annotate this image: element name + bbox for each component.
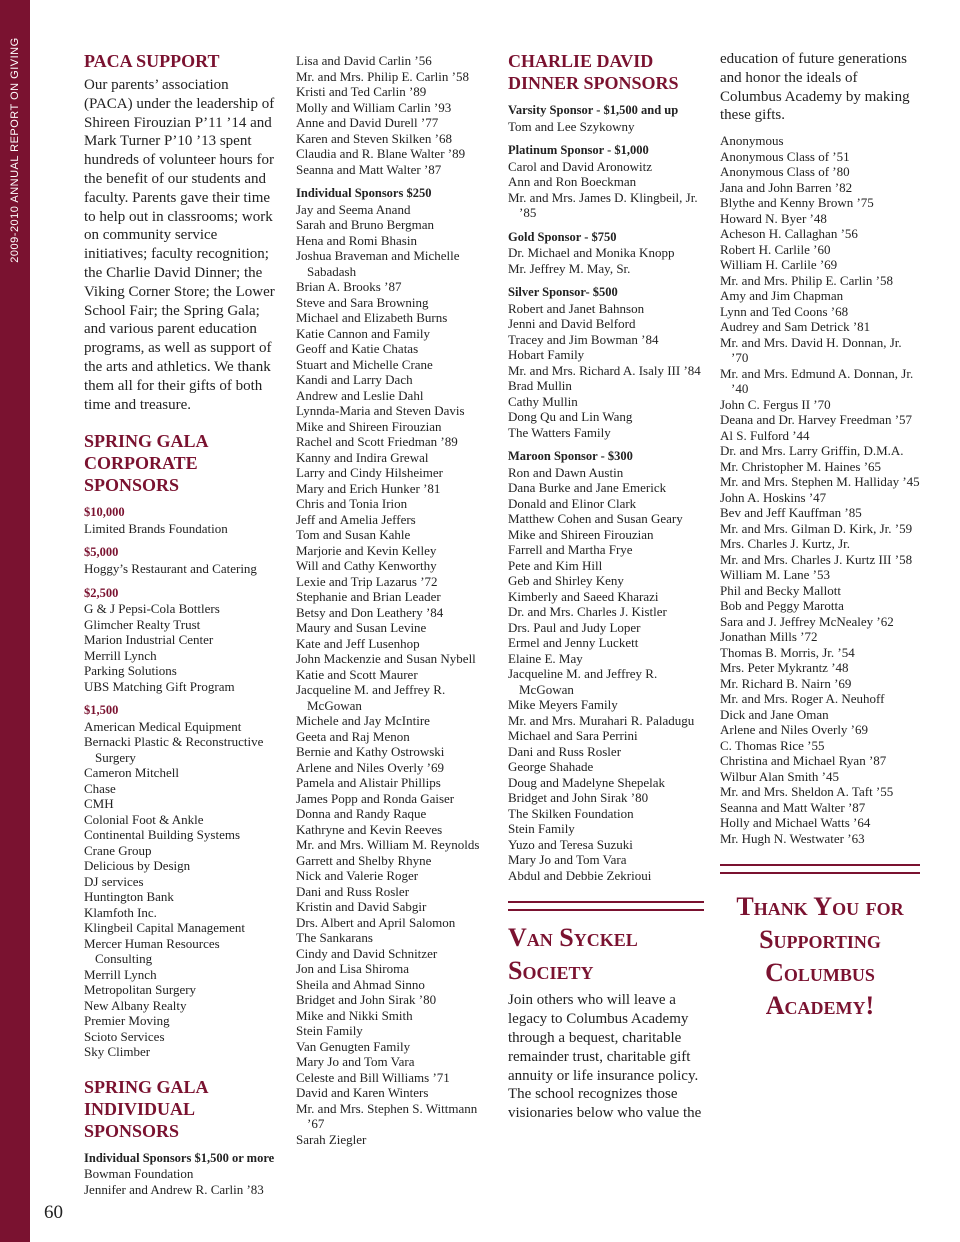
level-heading: Platinum Sponsor - $1,000 xyxy=(508,143,649,158)
name-entry: Klamfoth Inc. xyxy=(84,904,157,920)
name-entry: Sarah and Bruno Bergman xyxy=(296,217,435,233)
name-entry: G & J Pepsi-Cola Bottlers xyxy=(84,601,220,617)
name-entry: Hoggy’s Restaurant and Catering xyxy=(84,561,257,577)
name-entry: Scioto Services xyxy=(84,1028,165,1044)
individual-title: SPRING GALA INDIVIDUAL SPONSORS xyxy=(84,1076,208,1141)
name-entry: Merrill Lynch xyxy=(84,966,157,982)
name-entry: Carol and David Aronowitz xyxy=(508,158,653,174)
corporate-sponsor-list xyxy=(84,505,280,1059)
name-entry: Holly and Michael Watts ’64 xyxy=(720,815,871,831)
name-entry: William M. Lane ’53 xyxy=(720,567,830,583)
name-entry: Bernacki Plastic & Reconstructive Surgery xyxy=(84,734,264,765)
name-entry: Phil and Becky Mallott xyxy=(720,582,841,598)
name-entry: Robert and Janet Bahnson xyxy=(508,300,645,316)
page-number: 60 xyxy=(44,1202,63,1223)
name-entry: Arlene and Niles Overly ’69 xyxy=(296,759,445,775)
name-entry: Steve and Sara Browning xyxy=(296,294,429,310)
name-entry: Farrell and Martha Frye xyxy=(508,542,633,558)
name-entry: Audrey and Sam Detrick ’81 xyxy=(720,319,871,335)
name-entry: Geoff and Katie Chatas xyxy=(296,341,419,357)
name-entry: Chase xyxy=(84,780,116,796)
name-entry: Matthew Cohen and Susan Geary xyxy=(508,511,683,527)
vansyckel-list xyxy=(720,133,920,846)
column-3 xyxy=(508,50,704,1123)
thank-you-message: Thank You for Supporting Columbus Academy! xyxy=(736,892,904,1021)
name-entry: Rachel and Scott Friedman ’89 xyxy=(296,434,458,450)
name-entry: Klingbeil Capital Management xyxy=(84,920,246,936)
charlie-title: CHARLIE DAVID DINNER SPONSORS xyxy=(508,51,679,93)
name-entry: Glimcher Realty Trust xyxy=(84,616,201,632)
name-entry: Lexie and Trip Lazarus ’72 xyxy=(296,573,438,589)
column-4 xyxy=(720,50,920,1022)
name-entry: New Albany Realty xyxy=(84,997,187,1013)
name-entry: Parking Solutions xyxy=(84,663,177,679)
name-entry: Hena and Romi Bhasin xyxy=(296,232,417,248)
name-entry: Michael and Elizabeth Burns xyxy=(296,310,448,326)
name-entry: Ermel and Jenny Luckett xyxy=(508,635,639,651)
name-entry: John A. Hoskins ’47 xyxy=(720,489,827,505)
individual-1500-list-continued xyxy=(296,53,491,177)
name-entry: Abdul and Debbie Zekrioui xyxy=(508,867,652,883)
name-entry: Wilbur Alan Smith ’45 xyxy=(720,768,839,784)
name-entry: Cameron Mitchell xyxy=(84,765,179,781)
name-entry: Limited Brands Foundation xyxy=(84,520,228,536)
name-entry: Karen and Steven Skilken ’68 xyxy=(296,130,452,146)
name-entry: Mr. and Mrs. David H. Donnan, Jr. ’70 xyxy=(720,334,902,366)
name-entry: James Popp and Ronda Gaiser xyxy=(296,790,455,806)
name-entry: Maury and Susan Levine xyxy=(296,620,427,636)
name-entry: Michael and Sara Perrini xyxy=(508,728,638,744)
name-entry: Bev and Jeff Kauffman ’85 xyxy=(720,505,862,521)
name-entry: Bridget and John Sirak ’80 xyxy=(508,790,649,806)
name-entry: Cathy Mullin xyxy=(508,393,578,409)
name-entry: Dani and Russ Rosler xyxy=(296,883,410,899)
name-entry: Mr. and Mrs. Charles J. Kurtz III ’58 xyxy=(720,551,913,567)
name-entry: Kristi and Ted Carlin ’89 xyxy=(296,84,427,99)
name-entry: Mr. and Mrs. Richard A. Isaly III ’84 xyxy=(508,362,701,378)
individual-1500-heading: Individual Sponsors $1,500 or more xyxy=(84,1150,275,1165)
name-entry: Jennifer and Andrew R. Carlin ’83 xyxy=(84,1181,264,1197)
name-entry: Molly and William Carlin ’93 xyxy=(296,99,452,115)
name-entry: Dr. Michael and Monika Knopp xyxy=(508,245,675,261)
name-entry: Sara and J. Jeffrey McNealey ’62 xyxy=(720,613,894,629)
name-entry: Jeff and Amelia Jeffers xyxy=(296,511,416,527)
name-entry: Lynn and Ted Coons ’68 xyxy=(720,303,849,319)
name-entry: Mr. and Mrs. Gilman D. Kirk, Jr. ’59 xyxy=(720,520,913,536)
name-entry: Donald and Elinor Clark xyxy=(508,495,637,511)
name-entry: Mrs. Peter Mykrantz ’48 xyxy=(720,660,849,676)
name-entry: Bernie and Kathy Ostrowski xyxy=(296,744,445,760)
name-entry: Yuzo and Teresa Suzuki xyxy=(508,836,633,852)
name-entry: Lisa and David Carlin ’56 xyxy=(296,53,432,68)
name-entry: Deana and Dr. Harvey Freedman ’57 xyxy=(720,412,913,428)
name-entry: Geb and Shirley Keny xyxy=(508,573,624,589)
level-heading: $10,000 xyxy=(84,505,125,520)
name-entry: William H. Carlile ’69 xyxy=(720,257,838,273)
name-entry: Jon and Lisa Shiroma xyxy=(296,961,410,977)
name-entry: Betsy and Don Leathery ’84 xyxy=(296,604,444,620)
name-entry: Acheson H. Callaghan ’56 xyxy=(720,226,858,242)
name-entry: Hobart Family xyxy=(508,347,585,363)
name-entry: David and Karen Winters xyxy=(296,1085,429,1101)
name-entry: Kimberly and Saeed Kharazi xyxy=(508,588,659,604)
name-entry: Mike and Shireen Firouzian xyxy=(296,418,442,434)
name-entry: Mercer Human Resources Consulting xyxy=(84,935,220,967)
name-entry: Jacqueline M. and Jeffrey R. McGowan xyxy=(296,682,446,713)
name-entry: Van Genugten Family xyxy=(296,1038,411,1054)
name-entry: Marjorie and Kevin Kelley xyxy=(296,542,437,558)
name-entry: Mr. Richard B. Nairn ’69 xyxy=(720,675,852,691)
name-entry: Stein Family xyxy=(296,1023,363,1039)
name-entry: Jenni and David Belford xyxy=(508,316,636,332)
name-entry: Arlene and Niles Overly ’69 xyxy=(720,722,869,738)
name-entry: Jay and Seema Anand xyxy=(296,201,411,217)
name-entry: Stuart and Michelle Crane xyxy=(296,356,433,372)
name-entry: Mike Meyers Family xyxy=(508,697,618,713)
name-entry: Al S. Fulford ’44 xyxy=(720,427,810,443)
name-entry: Anne and David Durell ’77 xyxy=(296,115,439,130)
name-entry: Elaine E. May xyxy=(508,650,583,666)
name-entry: Bowman Foundation xyxy=(84,1166,194,1182)
name-entry: Dani and Russ Rosler xyxy=(508,743,622,759)
name-entry: Mrs. Charles J. Kurtz, Jr. xyxy=(720,536,850,552)
name-entry: Jonathan Mills ’72 xyxy=(720,629,818,645)
vansyckel-text: Join others who will leave a legacy to Columbus Academy through a bequest, charitable remainder trust, charitable gift annuity or life insurance policy. The school recognizes those visionaries below who value the xyxy=(508,992,702,1122)
name-entry: Mr. Christopher M. Haines ’65 xyxy=(720,458,882,474)
name-entry: Mr. Jeffrey M. May, Sr. xyxy=(508,260,631,276)
individual-250-list xyxy=(296,202,491,1148)
name-entry: Colonial Foot & Ankle xyxy=(84,811,204,827)
name-entry: Mr. and Mrs. Stephen S. Wittmann ’67 xyxy=(296,1100,478,1132)
divider xyxy=(508,901,704,911)
name-entry: Anonymous Class of ’51 xyxy=(720,148,850,164)
name-entry: Anonymous xyxy=(720,133,784,149)
name-entry: Mr. and Mrs. Edmund A. Donnan, Jr. ’40 xyxy=(720,365,914,397)
name-entry: Brian A. Brooks ’87 xyxy=(296,279,402,295)
name-entry: Lynnda-Maria and Steven Davis xyxy=(296,403,465,419)
name-entry: Delicious by Design xyxy=(84,858,191,874)
name-entry: Chris and Tonia Irion xyxy=(296,496,408,512)
name-entry: Mr. and Mrs. Roger A. Neuhoff xyxy=(720,691,885,707)
name-entry: Mary Jo and Tom Vara xyxy=(296,1054,415,1070)
name-entry: Bob and Peggy Marotta xyxy=(720,598,844,614)
name-entry: Dr. and Mrs. Larry Griffin, D.M.A. xyxy=(720,443,904,459)
name-entry: Celeste and Bill Williams ’71 xyxy=(296,1069,450,1085)
name-entry: Dick and Jane Oman xyxy=(720,706,829,722)
column-1 xyxy=(84,50,280,1197)
name-entry: Tracey and Jim Bowman ’84 xyxy=(508,331,659,347)
vansyckel-text-continued: education of future generations and honor the ideals of Columbus Academy by making these gifts. xyxy=(720,51,910,124)
name-entry: Kathryne and Kevin Reeves xyxy=(296,821,443,837)
name-entry: Michele and Jay McIntire xyxy=(296,713,430,729)
name-entry: Drs. Paul and Judy Loper xyxy=(508,619,641,635)
level-heading: $1,500 xyxy=(84,703,119,718)
name-entry: Christina and Michael Ryan ’87 xyxy=(720,753,887,769)
name-entry: John Mackenzie and Susan Nybell xyxy=(296,651,476,667)
name-entry: Marion Industrial Center xyxy=(84,632,214,648)
name-entry: Mr. and Mrs. Stephen M. Halliday ’45 xyxy=(720,474,920,490)
name-entry: Mr. Hugh N. Westwater ’63 xyxy=(720,830,865,846)
name-entry: George Shahade xyxy=(508,759,594,775)
name-entry: Claudia and R. Blane Walter ’89 xyxy=(296,146,466,161)
name-entry: Mr. and Mrs. Philip E. Carlin ’58 xyxy=(720,272,893,288)
name-entry: C. Thomas Rice ’55 xyxy=(720,737,825,753)
name-entry: Huntington Bank xyxy=(84,889,174,905)
name-entry: Katie Cannon and Family xyxy=(296,325,430,341)
name-entry: Geeta and Raj Menon xyxy=(296,728,410,744)
level-heading: $5,000 xyxy=(84,545,119,560)
name-entry: Pamela and Alistair Phillips xyxy=(296,775,441,791)
name-entry: Amy and Jim Chapman xyxy=(720,288,844,304)
name-entry: Nick and Valerie Roger xyxy=(296,868,419,884)
name-entry: Crane Group xyxy=(84,842,152,858)
name-entry: Mr. and Mrs. William M. Reynolds xyxy=(296,837,480,853)
name-entry: The Skilken Foundation xyxy=(508,805,634,821)
paca-title: PACA SUPPORT xyxy=(84,51,220,71)
name-entry: Mr. and Mrs. James D. Klingbeil, Jr. ’85 xyxy=(508,189,698,221)
sidebar-label: 2009-2010 ANNUAL REPORT ON GIVING xyxy=(9,37,21,263)
name-entry: Kate and Jeff Lusenhop xyxy=(296,635,420,651)
individual-1500-list xyxy=(84,1166,280,1197)
name-entry: The Watters Family xyxy=(508,424,611,440)
name-entry: Larry and Cindy Hilsheimer xyxy=(296,465,443,481)
charlie-sponsor-list xyxy=(508,103,704,883)
name-entry: Jana and John Barren ’82 xyxy=(720,179,853,195)
name-entry: Premier Moving xyxy=(84,1013,170,1029)
name-entry: American Medical Equipment xyxy=(84,718,242,734)
name-entry: The Sankarans xyxy=(296,930,373,946)
vansyckel-title: Van Syckel Society xyxy=(508,923,638,986)
name-entry: Anonymous Class of ’80 xyxy=(720,164,850,180)
name-entry: CMH xyxy=(84,796,114,812)
name-entry: Metropolitan Surgery xyxy=(84,982,197,998)
name-entry: Drs. Albert and April Salomon xyxy=(296,914,456,930)
level-heading: Gold Sponsor - $750 xyxy=(508,229,617,244)
name-entry: Donna and Randy Raque xyxy=(296,806,427,822)
name-entry: Sheila and Ahmad Sinno xyxy=(296,976,425,992)
name-entry: Kristin and David Sabgir xyxy=(296,899,427,915)
corporate-title: SPRING GALA CORPORATE SPONSORS xyxy=(84,431,208,496)
name-entry: John C. Fergus II ’70 xyxy=(720,396,831,412)
name-entry: Merrill Lynch xyxy=(84,647,157,663)
name-entry: Mike and Shireen Firouzian xyxy=(508,526,654,542)
name-entry: Robert H. Carlile ’60 xyxy=(720,241,831,257)
paca-text: Our parents’ association (PACA) under the leadership of Shireen Firouzian P’11 ’14 and Mark Turner P’10 ’13 spent hundreds of volunteer hours for the benefit of our students and faculty. Parents gave their time to help out in classrooms; work on community service initiatives; faculty recognition; the Charlie David Dinner; the Viking Corner Store; the Lower School Fair; the Spring Gala; and various parent education programs, as well as support of the arts and athletics. We thank them all for their gifts of both time and treasure. xyxy=(84,77,275,413)
name-entry: Ann and Ron Boeckman xyxy=(508,174,637,190)
name-entry: Bridget and John Sirak ’80 xyxy=(296,992,437,1008)
name-entry: Brad Mullin xyxy=(508,378,572,394)
name-entry: Howard N. Byer ’48 xyxy=(720,210,827,226)
level-heading: $2,500 xyxy=(84,585,119,600)
name-entry: Sky Climber xyxy=(84,1044,151,1060)
name-entry: Jacqueline M. and Jeffrey R. McGowan xyxy=(508,666,658,697)
name-entry: Joshua Braveman and Michelle Sabadash xyxy=(296,248,460,279)
name-entry: UBS Matching Gift Program xyxy=(84,678,235,694)
name-entry: Kandi and Larry Dach xyxy=(296,372,413,388)
name-entry: Stephanie and Brian Leader xyxy=(296,589,441,605)
name-entry: Dong Qu and Lin Wang xyxy=(508,409,633,425)
name-entry: Blythe and Kenny Brown ’75 xyxy=(720,195,874,211)
name-entry: Mary Jo and Tom Vara xyxy=(508,852,627,868)
level-heading: Maroon Sponsor - $300 xyxy=(508,449,633,464)
name-entry: Thomas B. Morris, Jr. ’54 xyxy=(720,644,855,660)
name-entry: Cindy and David Schnitzer xyxy=(296,945,438,961)
name-entry: Mr. and Mrs. Sheldon A. Taft ’55 xyxy=(720,784,894,800)
name-entry: Doug and Madelyne Shepelak xyxy=(508,774,666,790)
name-entry: Tom and Lee Szykowny xyxy=(508,118,635,134)
column-2 xyxy=(296,53,491,1147)
name-entry: Mary and Erich Hunker ’81 xyxy=(296,480,441,496)
name-entry: Katie and Scott Maurer xyxy=(296,666,418,682)
name-entry: Seanna and Matt Walter ’87 xyxy=(720,799,866,815)
name-entry: Ron and Dawn Austin xyxy=(508,464,624,480)
name-entry: Dana Burke and Jane Emerick xyxy=(508,480,667,496)
name-entry: Mike and Nikki Smith xyxy=(296,1007,413,1023)
sidebar xyxy=(0,0,30,1242)
name-entry: Dr. and Mrs. Charles J. Kistler xyxy=(508,604,667,620)
name-entry: Mr. and Mrs. Murahari R. Paladugu xyxy=(508,712,695,728)
name-entry: Mr. and Mrs. Philip E. Carlin ’58 xyxy=(296,68,469,84)
name-entry: Sarah Ziegler xyxy=(296,1131,367,1147)
name-entry: Garrett and Shelby Rhyne xyxy=(296,852,432,868)
name-entry: Tom and Susan Kahle xyxy=(296,527,411,543)
name-entry: Will and Cathy Kenworthy xyxy=(296,558,437,574)
level-heading: Varsity Sponsor - $1,500 and up xyxy=(508,103,679,117)
name-entry: Andrew and Leslie Dahl xyxy=(296,387,424,403)
name-entry: Pete and Kim Hill xyxy=(508,557,603,573)
name-entry: Seanna and Matt Walter ’87 xyxy=(296,161,442,177)
individual-250-heading: Individual Sponsors $250 xyxy=(296,186,432,200)
name-entry: Stein Family xyxy=(508,821,575,837)
divider xyxy=(720,864,920,874)
name-entry: Kanny and Indira Grewal xyxy=(296,449,429,465)
name-entry: DJ services xyxy=(84,873,144,889)
name-entry: Continental Building Systems xyxy=(84,827,241,843)
level-heading: Silver Sponsor- $500 xyxy=(508,285,618,300)
